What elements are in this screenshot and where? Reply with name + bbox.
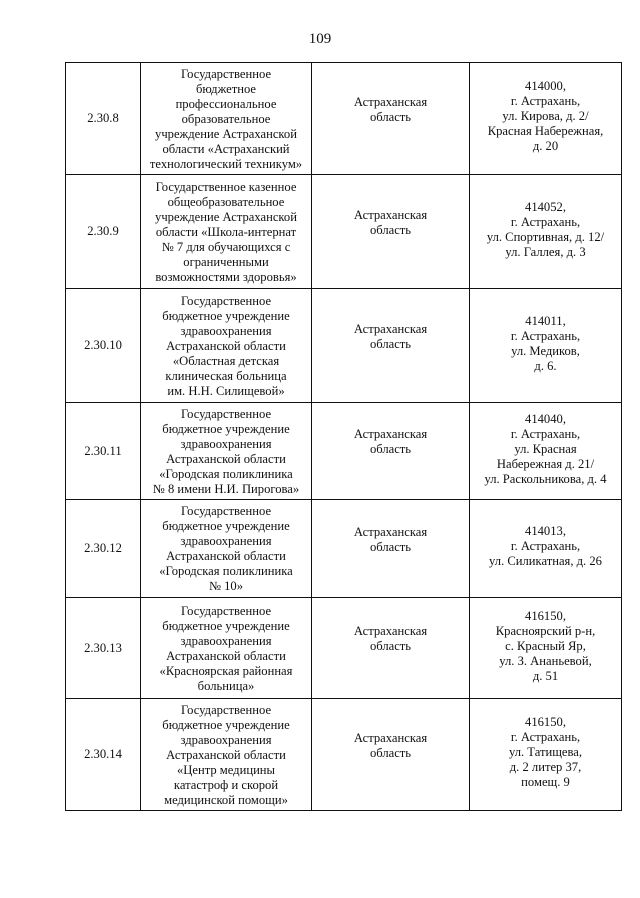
- row-number-cell: [66, 500, 141, 598]
- address-line: с. Красный Яр,: [505, 638, 586, 653]
- institution-name-line: № 7 для обучающихся с: [161, 239, 291, 254]
- institution-name-cell: [141, 289, 312, 403]
- institution-name-line: Государственное: [180, 293, 272, 308]
- address-line: Красная Набережная,: [487, 124, 604, 138]
- address-line: ул. Галлея, д. 3: [505, 244, 586, 259]
- region-line: Астраханская: [353, 321, 428, 336]
- table-row: [66, 403, 622, 500]
- institution-name-line: Государственное: [180, 702, 272, 717]
- table-body: [66, 63, 622, 811]
- address-block: [474, 524, 617, 569]
- region-line: область: [369, 639, 412, 653]
- institution-name-line: «Городская поликлиника: [159, 466, 293, 481]
- address-line: Красноярский р-н,: [495, 623, 596, 638]
- region-line: Астраханская: [353, 524, 428, 539]
- institution-name-line: «Красноярская районная: [159, 663, 293, 678]
- institution-name-block: [145, 703, 307, 808]
- row-number-cell: [66, 289, 141, 403]
- address-line: г. Астрахань,: [510, 730, 581, 744]
- region-line: Астраханская: [353, 207, 428, 222]
- institution-name-line: бюджетное учреждение: [162, 308, 290, 323]
- institution-name-line: Астраханской области: [166, 451, 286, 466]
- institution-name-line: учреждение Астраханской: [155, 209, 297, 224]
- row-number-cell: [66, 598, 141, 699]
- row-number: 2.30.13: [84, 640, 122, 655]
- address-line: ул. Раскольникова, д. 4: [484, 471, 607, 486]
- institution-name-line: здравоохранения: [180, 436, 272, 451]
- institution-name-line: возможностями здоровья»: [155, 269, 297, 284]
- institution-name-line: ограниченными: [183, 254, 269, 269]
- region-cell: [312, 699, 470, 811]
- region-block: [316, 731, 465, 761]
- institution-name-line: Астраханской области: [166, 747, 286, 762]
- institution-name-line: бюджетное учреждение: [162, 618, 290, 633]
- institution-name-line: здравоохранения: [180, 534, 272, 548]
- row-number: 2.30.14: [84, 747, 122, 761]
- address-line: д. 20: [532, 139, 559, 153]
- row-number: 2.30.12: [84, 541, 122, 555]
- region-block: [316, 322, 465, 352]
- address-line: 414011,: [525, 313, 566, 328]
- institution-name-line: профессиональное: [175, 96, 277, 111]
- institution-name-line: здравоохранения: [180, 323, 272, 338]
- institution-name-line: области «Школа-интернат: [155, 224, 297, 239]
- region-line: область: [369, 109, 412, 124]
- page-number: 109: [308, 31, 332, 47]
- region-block: [316, 95, 465, 125]
- region-block: [316, 427, 465, 457]
- region-line: Астраханская: [353, 427, 428, 441]
- table-row: [66, 63, 622, 175]
- institution-name-line: № 8 имени Н.И. Пирогова»: [152, 481, 300, 496]
- institution-name-line: «Областная детская: [172, 353, 280, 368]
- institution-name-cell: [141, 63, 312, 175]
- institution-name-block: [145, 604, 307, 694]
- institution-name-block: [145, 180, 307, 285]
- institution-name-block: [145, 67, 307, 172]
- region-cell: [312, 500, 470, 598]
- institution-name-line: учреждение Астраханской: [155, 126, 297, 141]
- address-line: 414052,: [525, 199, 566, 214]
- institution-name-line: больница»: [197, 678, 255, 693]
- institution-name-cell: [141, 403, 312, 500]
- region-line: Астраханская: [353, 730, 428, 745]
- address-line: ул. Силикатная, д. 26: [489, 554, 602, 568]
- institution-name-block: [145, 504, 307, 594]
- address-line: д. 6.: [534, 358, 557, 373]
- address-block: [474, 200, 617, 260]
- institution-name-block: [145, 407, 307, 497]
- institution-name-block: [145, 294, 307, 399]
- row-number-cell: [66, 699, 141, 811]
- address-line: ул. Красная: [514, 441, 577, 456]
- address-line: г. Астрахань,: [510, 94, 581, 108]
- institution-name-line: Государственное: [180, 603, 272, 618]
- institution-name-line: образовательное: [181, 111, 271, 126]
- institution-name-line: «Городская поликлиника: [159, 564, 293, 578]
- address-line: 414013,: [525, 524, 566, 538]
- institution-name-cell: [141, 699, 312, 811]
- region-cell: [312, 403, 470, 500]
- address-cell: [470, 289, 622, 403]
- region-line: Астраханская: [353, 94, 428, 109]
- institution-name-line: бюджетное: [196, 81, 256, 96]
- address-cell: [470, 699, 622, 811]
- institution-name-line: Астраханской области: [166, 338, 286, 353]
- address-line: Набережная д. 21/: [496, 456, 595, 471]
- institution-name-line: Государственное казенное: [155, 179, 297, 194]
- region-cell: [312, 289, 470, 403]
- address-line: ул. Спортивная, д. 12/: [486, 229, 605, 244]
- institution-name-line: области «Астраханский: [162, 141, 290, 156]
- address-block: [474, 412, 617, 487]
- institution-name-line: бюджетное учреждение: [162, 519, 290, 533]
- region-line: область: [369, 336, 412, 351]
- institution-name-line: № 10»: [208, 579, 244, 593]
- address-line: 416150,: [525, 608, 566, 623]
- address-line: 414040,: [525, 411, 566, 426]
- region-block: [316, 208, 465, 238]
- address-block: [474, 609, 617, 684]
- region-cell: [312, 598, 470, 699]
- row-number-cell: [66, 403, 141, 500]
- region-line: область: [369, 442, 412, 456]
- address-line: ул. Татищева,: [508, 745, 583, 759]
- institution-name-line: катастроф и скорой: [173, 777, 279, 792]
- address-line: д. 2 литер 37,: [509, 760, 582, 774]
- row-number: 2.30.11: [84, 443, 122, 458]
- address-cell: [470, 63, 622, 175]
- address-line: помещ. 9: [521, 775, 570, 789]
- address-line: г. Астрахань,: [510, 214, 581, 229]
- address-line: г. Астрахань,: [510, 426, 581, 441]
- address-block: [474, 79, 617, 154]
- row-number-cell: [66, 175, 141, 289]
- region-block: [316, 525, 465, 555]
- address-line: 416150,: [525, 715, 566, 729]
- address-cell: [470, 598, 622, 699]
- region-line: область: [369, 539, 412, 554]
- address-block: [474, 715, 617, 790]
- row-number-cell: [66, 63, 141, 175]
- region-line: Астраханская: [353, 624, 428, 638]
- address-block: [474, 314, 617, 374]
- address-cell: [470, 500, 622, 598]
- address-line: г. Астрахань,: [510, 328, 581, 343]
- institution-name-line: Астраханской области: [166, 648, 286, 663]
- address-line: ул. Медиков,: [511, 343, 580, 358]
- address-cell: [470, 175, 622, 289]
- table-row: [66, 598, 622, 699]
- institution-name-line: здравоохранения: [180, 633, 272, 648]
- institution-name-line: Государственное: [180, 406, 272, 421]
- institution-name-line: Государственное: [180, 504, 272, 518]
- region-cell: [312, 63, 470, 175]
- table-row: [66, 699, 622, 811]
- institution-name-line: Государственное: [180, 66, 272, 81]
- table-row: [66, 175, 622, 289]
- institution-name-line: им. Н.Н. Силищевой»: [167, 383, 285, 398]
- institution-name-line: бюджетное учреждение: [162, 421, 290, 436]
- institution-name-line: клиническая больница: [165, 368, 287, 383]
- institution-name-line: здравоохранения: [180, 732, 272, 747]
- table-row: [66, 289, 622, 403]
- region-line: область: [369, 745, 412, 760]
- row-number: 2.30.8: [87, 111, 119, 125]
- address-line: д. 51: [532, 668, 559, 683]
- institution-name-cell: [141, 175, 312, 289]
- row-number: 2.30.10: [84, 338, 122, 352]
- institution-name-line: «Центр медицины: [176, 762, 276, 777]
- institution-name-line: медицинской помощи»: [164, 792, 288, 807]
- address-line: 414000,: [525, 79, 566, 93]
- address-line: ул. З. Ананьевой,: [499, 653, 592, 668]
- table-row: [66, 500, 622, 598]
- region-cell: [312, 175, 470, 289]
- address-cell: [470, 403, 622, 500]
- address-line: г. Астрахань,: [510, 539, 581, 553]
- institution-name-line: технологический техникум»: [149, 156, 303, 171]
- institution-name-line: общеобразовательное: [167, 194, 285, 209]
- row-number: 2.30.9: [87, 224, 119, 238]
- institution-name-cell: [141, 598, 312, 699]
- institution-name-line: Астраханской области: [166, 549, 286, 563]
- region-block: [316, 624, 465, 654]
- institution-name-line: бюджетное учреждение: [162, 717, 290, 732]
- institution-name-cell: [141, 500, 312, 598]
- institutions-table: [65, 62, 622, 811]
- address-line: ул. Кирова, д. 2/: [502, 109, 589, 123]
- region-line: область: [369, 222, 412, 237]
